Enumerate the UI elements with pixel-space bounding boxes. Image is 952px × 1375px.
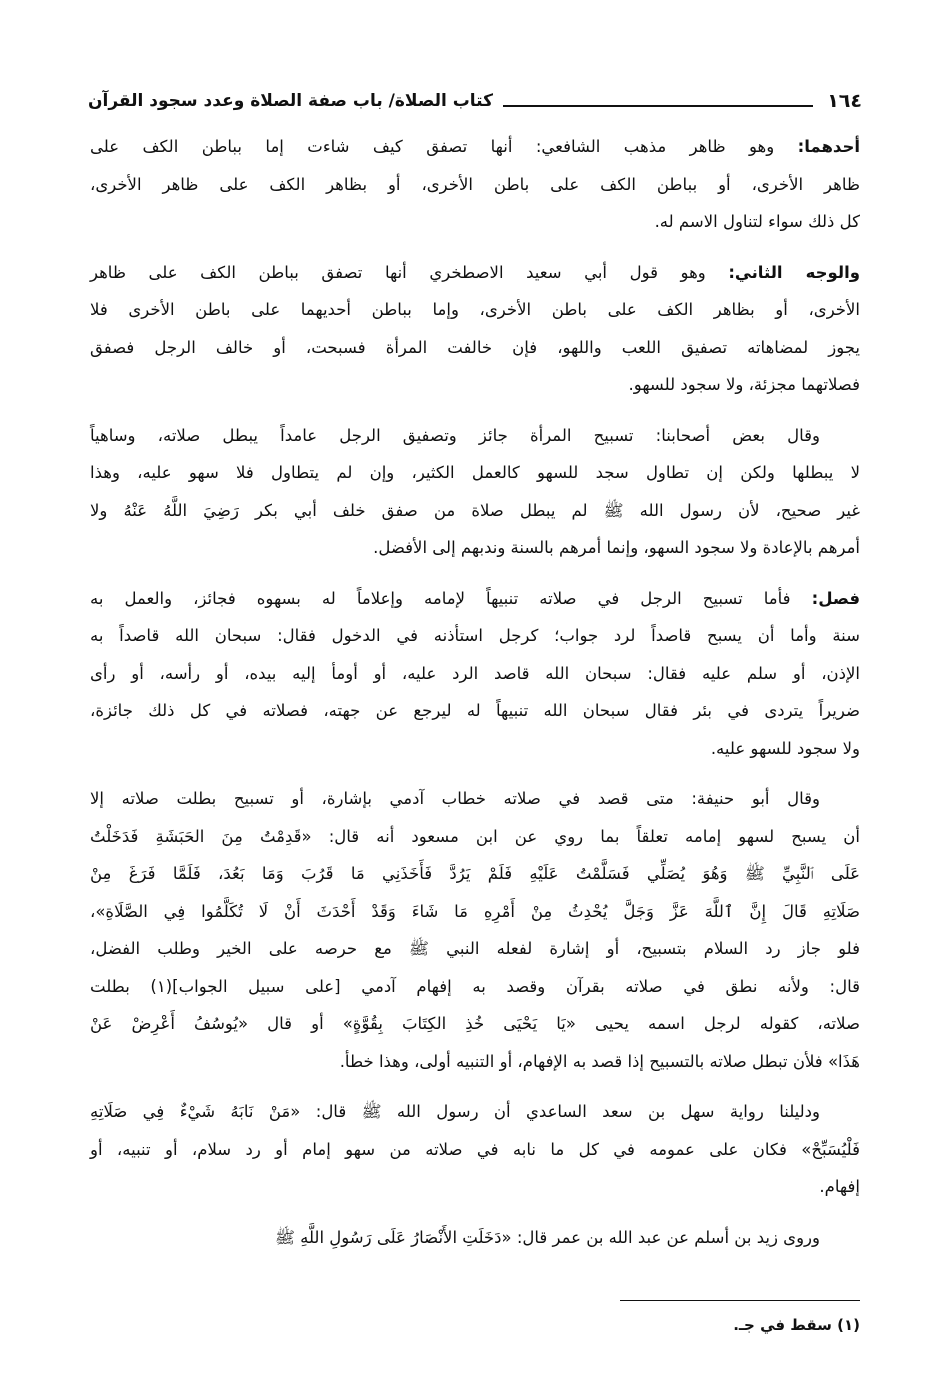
text-line xyxy=(90,454,860,492)
line-text: ولا سجود للسهو عليه. xyxy=(710,738,860,758)
line-text: الإذن، أو سلم عليه فقال: سبحان الله قاصد الرد عليه، أو أومأ إليه بيده، أو رأسه، أو رأى xyxy=(90,663,860,683)
text-line xyxy=(90,1005,860,1043)
text-line xyxy=(90,893,860,931)
text-line xyxy=(90,492,860,530)
line-text: وقال أبو حنيفة: متى قصد في صلاته خطاب آدمي بإشارة، أو تسبيح بطلت صلاته إلا xyxy=(90,789,820,808)
paragraph xyxy=(90,580,860,768)
text-line xyxy=(90,417,860,455)
text-line xyxy=(90,166,860,204)
text-line xyxy=(90,780,860,818)
line-text: وهو ظاهر مذهب الشافعي: أنها تصفق كيف شاءت إما بباطن الكف على xyxy=(90,137,798,156)
text-line xyxy=(90,254,860,292)
text-line xyxy=(90,818,860,856)
paragraph xyxy=(90,1093,860,1206)
line-text: إفهام. xyxy=(819,1177,860,1196)
text-line xyxy=(90,529,860,567)
page-body xyxy=(90,128,860,1269)
paragraph xyxy=(90,780,860,1080)
text-line xyxy=(90,128,860,166)
text-line xyxy=(90,1219,860,1257)
text-line xyxy=(90,968,860,1006)
line-text: وقال بعض أصحابنا: تسبيح المرأة جائز وتصفيق الرجل عامداً يبطل صلاته، وساهياً xyxy=(90,425,820,445)
line-text: فأما تسبيح الرجل في صلاته تنبيهاً لإمامه وإعلاماً له بسهوه فجائز، والعمل به xyxy=(90,588,812,608)
text-line xyxy=(90,655,860,693)
text-line xyxy=(90,1043,860,1081)
text-line xyxy=(90,366,860,404)
text-line xyxy=(90,1131,860,1169)
paragraph-lead: والوجه الثاني: xyxy=(728,262,860,282)
line-text: كل ذلك سواء لتناول الاسم له. xyxy=(654,212,860,231)
line-text: سنة وأما أن يسبح قاصداً لرد جواب؛ كرجل استأذنه في الدخول فقال: سبحان الله قاصداً به xyxy=(90,626,860,645)
paragraph-lead: فصل: xyxy=(811,588,860,608)
paragraph xyxy=(90,417,860,567)
line-text: هَذَا» فلأن تبطل صلاته بالتسبيح إذا قصد به الإفهام، أو التنبيه أولى، وهذا خطأ. xyxy=(339,1051,860,1071)
text-line xyxy=(90,1168,860,1206)
line-text: قال: ولأنه نطق في صلاته بقرآن وقصد به إفهام آدمي [على سبيل الجواب](١) بطلت xyxy=(90,976,860,996)
page-number: ١٦٤ xyxy=(827,90,862,112)
line-text: وهو قول أبي سعيد الاصطخري أنها تصفق بباطن الكف على ظاهر xyxy=(90,262,729,282)
footnote-separator xyxy=(620,1300,860,1301)
line-text: صَلَاتِهِ قَالَ إِنَّ ٱللَّهَ عَزَّ وَجَلَّ يُحْدِثُ مِنْ أَمْرِهِ مَا شَاءَ وَقَدْ أَحْدَثَ أَنْ لَا تُكَلَّمُوا فِي الصَّلَاةِ»، xyxy=(90,901,860,921)
line-text: فلو جاز رد السلام بتسبيح، أو إشارة لفعله النبي ﷺ مع حرصه على الخير وطلب الفضل، xyxy=(90,939,860,958)
text-line xyxy=(90,692,860,730)
running-header xyxy=(88,84,862,118)
line-text: ضريراً يتردى في بئر فقال سبحان الله تنبيهاً له ليرجع عن جهته، فصلاته في كل ذلك جائزة، xyxy=(90,701,860,720)
line-text: فَلْيُسَبِّحْ» فكان على عمومه في كل ما نابه في صلاته من سهو إمام أو رد سلام، أو تنبيه، أو xyxy=(90,1139,860,1159)
paragraph xyxy=(90,128,860,241)
line-text: وروى زيد بن أسلم عن عبد الله بن عمر قال: «دَخَلَتِ الأَنْصَارُ عَلَى رَسُولِ اللَّهِ ﷺ xyxy=(274,1227,820,1247)
line-text: ظاهر الأخرى، أو بباطن الكف على باطن الأخرى، أو بظاهر الكف على ظاهر الأخرى، xyxy=(90,174,860,194)
line-text: صلاته، كقوله لرجل اسمه يحيى «يَا يَحْيَى خُذِ الكِتَابَ بِقُوَّةٍ» أو قال «يُوسُفُ أَعْرِضْ عَنْ xyxy=(90,1014,860,1033)
text-line xyxy=(90,580,860,618)
text-line xyxy=(90,1093,860,1131)
text-line xyxy=(90,930,860,968)
text-line xyxy=(90,291,860,329)
chapter-title: كتاب الصلاة/ باب صفة الصلاة وعدد سجود القرآن xyxy=(88,91,493,111)
line-text: فصلاتهما مجزئة، ولا سجود للسهو. xyxy=(628,375,860,394)
text-line xyxy=(90,617,860,655)
line-text: أن يسبح لسهو إمامه تعلقاً بما روي عن ابن مسعود أنه قال: «قَدِمْتُ مِنَ الحَبَشَةِ فَدَخَلْتُ xyxy=(90,826,860,846)
paragraph xyxy=(90,254,860,404)
text-line xyxy=(90,203,860,241)
line-text: لا يبطلها ولكن إن تطاول سجد للسهو كالعمل الكثير، وإن لم يتطاول فلا سهو عليه، وهذا xyxy=(90,463,860,482)
line-text: ودليلنا رواية سهل بن سعد الساعدي أن رسول الله ﷺ قال: «مَنْ نَابَهُ شَيْءٌ فِي صَلَاتِهِ xyxy=(90,1102,820,1121)
line-text: الأخرى، أو بظاهر الكف على باطن الأخرى، وإما بباطن أحديهما على باطن الأخرى فلا xyxy=(90,300,860,319)
line-text: غير صحيح، لأن رسول الله ﷺ لم يبطل صلاة من صفق خلف أبي بكر رَضِيَ اللَّهُ عَنْهُ ولا xyxy=(90,500,860,520)
text-line xyxy=(90,329,860,367)
line-text: أمرهم بالإعادة ولا سجود السهو، وإنما أمرهم بالسنة وندبهم إلى الأفضل. xyxy=(373,538,860,557)
line-text: عَلَى ٱلنَّبِيِّ ﷺ وَهُوَ يُصَلِّي فَسَلَّمْتُ عَلَيْهِ فَلَمْ يَرُدَّ فَأَخَذَنِي مَا قَرُبَ وَمَا بَعُدَ، فَلَمَّا فَرَغَ مِنْ xyxy=(90,864,860,883)
paragraph xyxy=(90,1219,860,1257)
footnote: (١) سقط في جـ. xyxy=(733,1316,860,1334)
text-line xyxy=(90,730,860,768)
text-line xyxy=(90,855,860,893)
paragraph-lead: أحدهما: xyxy=(797,137,860,156)
header-rule xyxy=(503,105,813,107)
line-text: يجوز لمضاهاته تصفيق اللعب واللهو، فإن خالفت المرأة فسبحت، أو خالف الرجل فصفق xyxy=(90,337,860,357)
